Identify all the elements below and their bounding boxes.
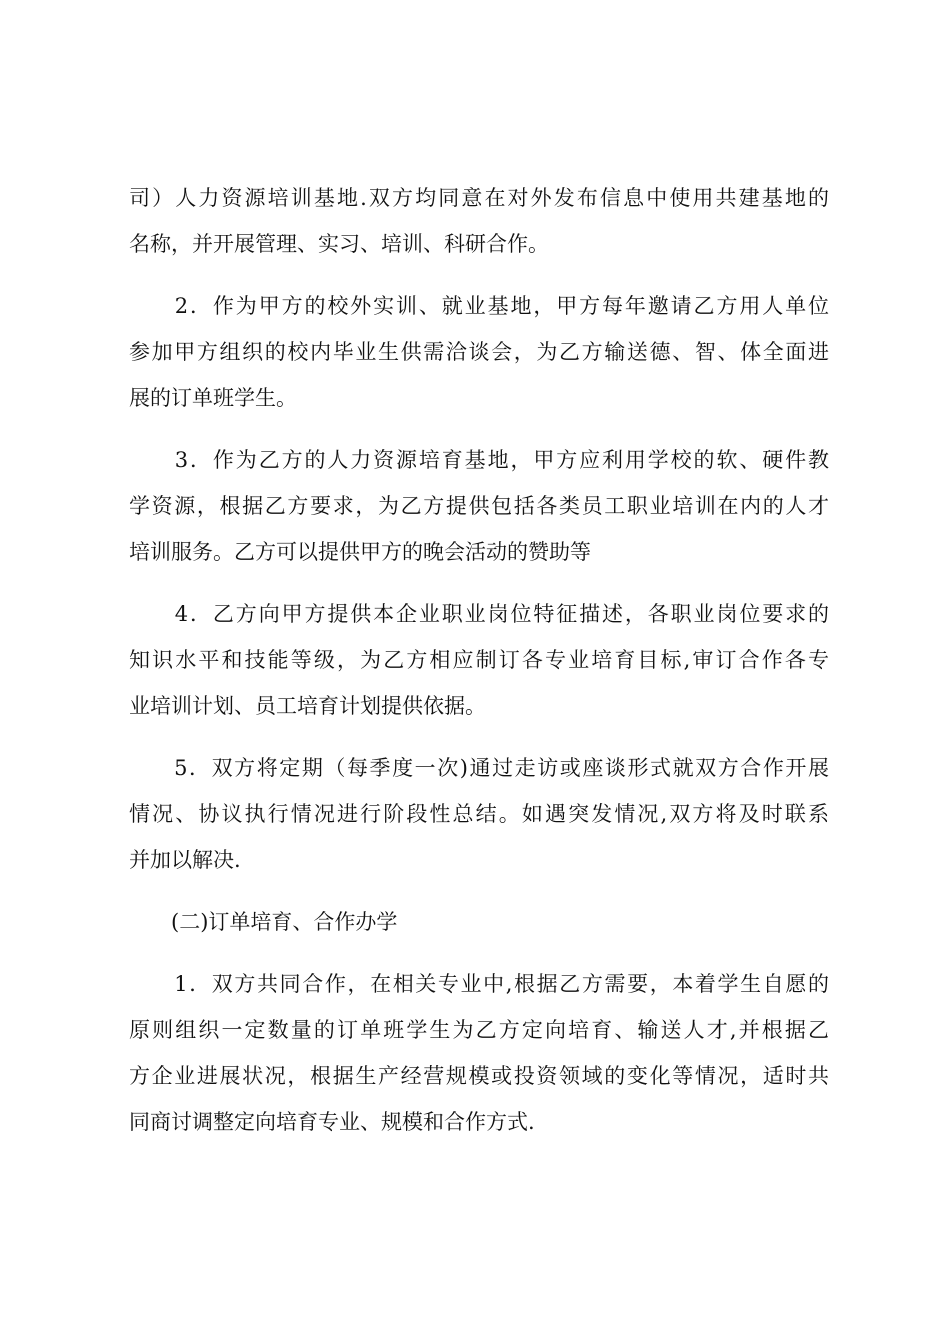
text-line: 名称，并开展管理、实习、培训、科研合作。 [129, 232, 549, 256]
document-body [129, 175, 829, 1145]
text-line: 同商讨调整定向培育专业、规模和合作方式. [129, 1110, 535, 1134]
text-line: 司）人力资源培训基地.双方均同意在对外发布信息中使用共建基地的 [129, 186, 829, 210]
text-line: 4．乙方向甲方提供本企业职业岗位特征描述，各职业岗位要求的 [129, 602, 829, 626]
paragraph-item-4 [129, 591, 829, 729]
text-line: 学资源，根据乙方要求，为乙方提供包括各类员工职业培训在内的人才 [129, 494, 829, 518]
text-line: 2．作为甲方的校外实训、就业基地，甲方每年邀请乙方用人单位 [129, 294, 829, 318]
text-line: 参加甲方组织的校内毕业生供需洽谈会，为乙方输送德、智、体全面进 [129, 340, 829, 364]
text-line: 1．双方共同合作，在相关专业中,根据乙方需要，本着学生自愿的 [129, 972, 829, 996]
section-heading [129, 899, 829, 945]
text-line: 情况、协议执行情况进行阶段性总结。如遇突发情况,双方将及时联系 [129, 802, 829, 826]
text-line: 原则组织一定数量的订单班学生为乙方定向培育、输送人才,并根据乙 [129, 1018, 829, 1042]
text-line: 培训服务。乙方可以提供甲方的晚会活动的赞助等 [129, 540, 591, 564]
text-line: 并加以解决. [129, 848, 241, 872]
paragraph-base-naming [129, 175, 829, 267]
text-line: 5．双方将定期（每季度一次)通过走访或座谈形式就双方合作开展 [129, 756, 829, 780]
paragraph-item-5 [129, 745, 829, 883]
paragraph-item-3 [129, 437, 829, 575]
text-line: 知识水平和技能等级，为乙方相应制订各专业培育目标,审订合作各专 [129, 648, 829, 672]
text-line: 业培训计划、员工培育计划提供依据。 [129, 694, 486, 718]
section-heading-text: (二)订单培育、合作办学 [129, 910, 398, 934]
text-line: 3．作为乙方的人力资源培育基地，甲方应利用学校的软、硬件教 [129, 448, 829, 472]
paragraph-order-item-1 [129, 961, 829, 1145]
text-line: 方企业进展状况，根据生产经营规模或投资领域的变化等情况，适时共 [129, 1064, 829, 1088]
paragraph-item-2 [129, 283, 829, 421]
text-line: 展的订单班学生。 [129, 386, 297, 410]
